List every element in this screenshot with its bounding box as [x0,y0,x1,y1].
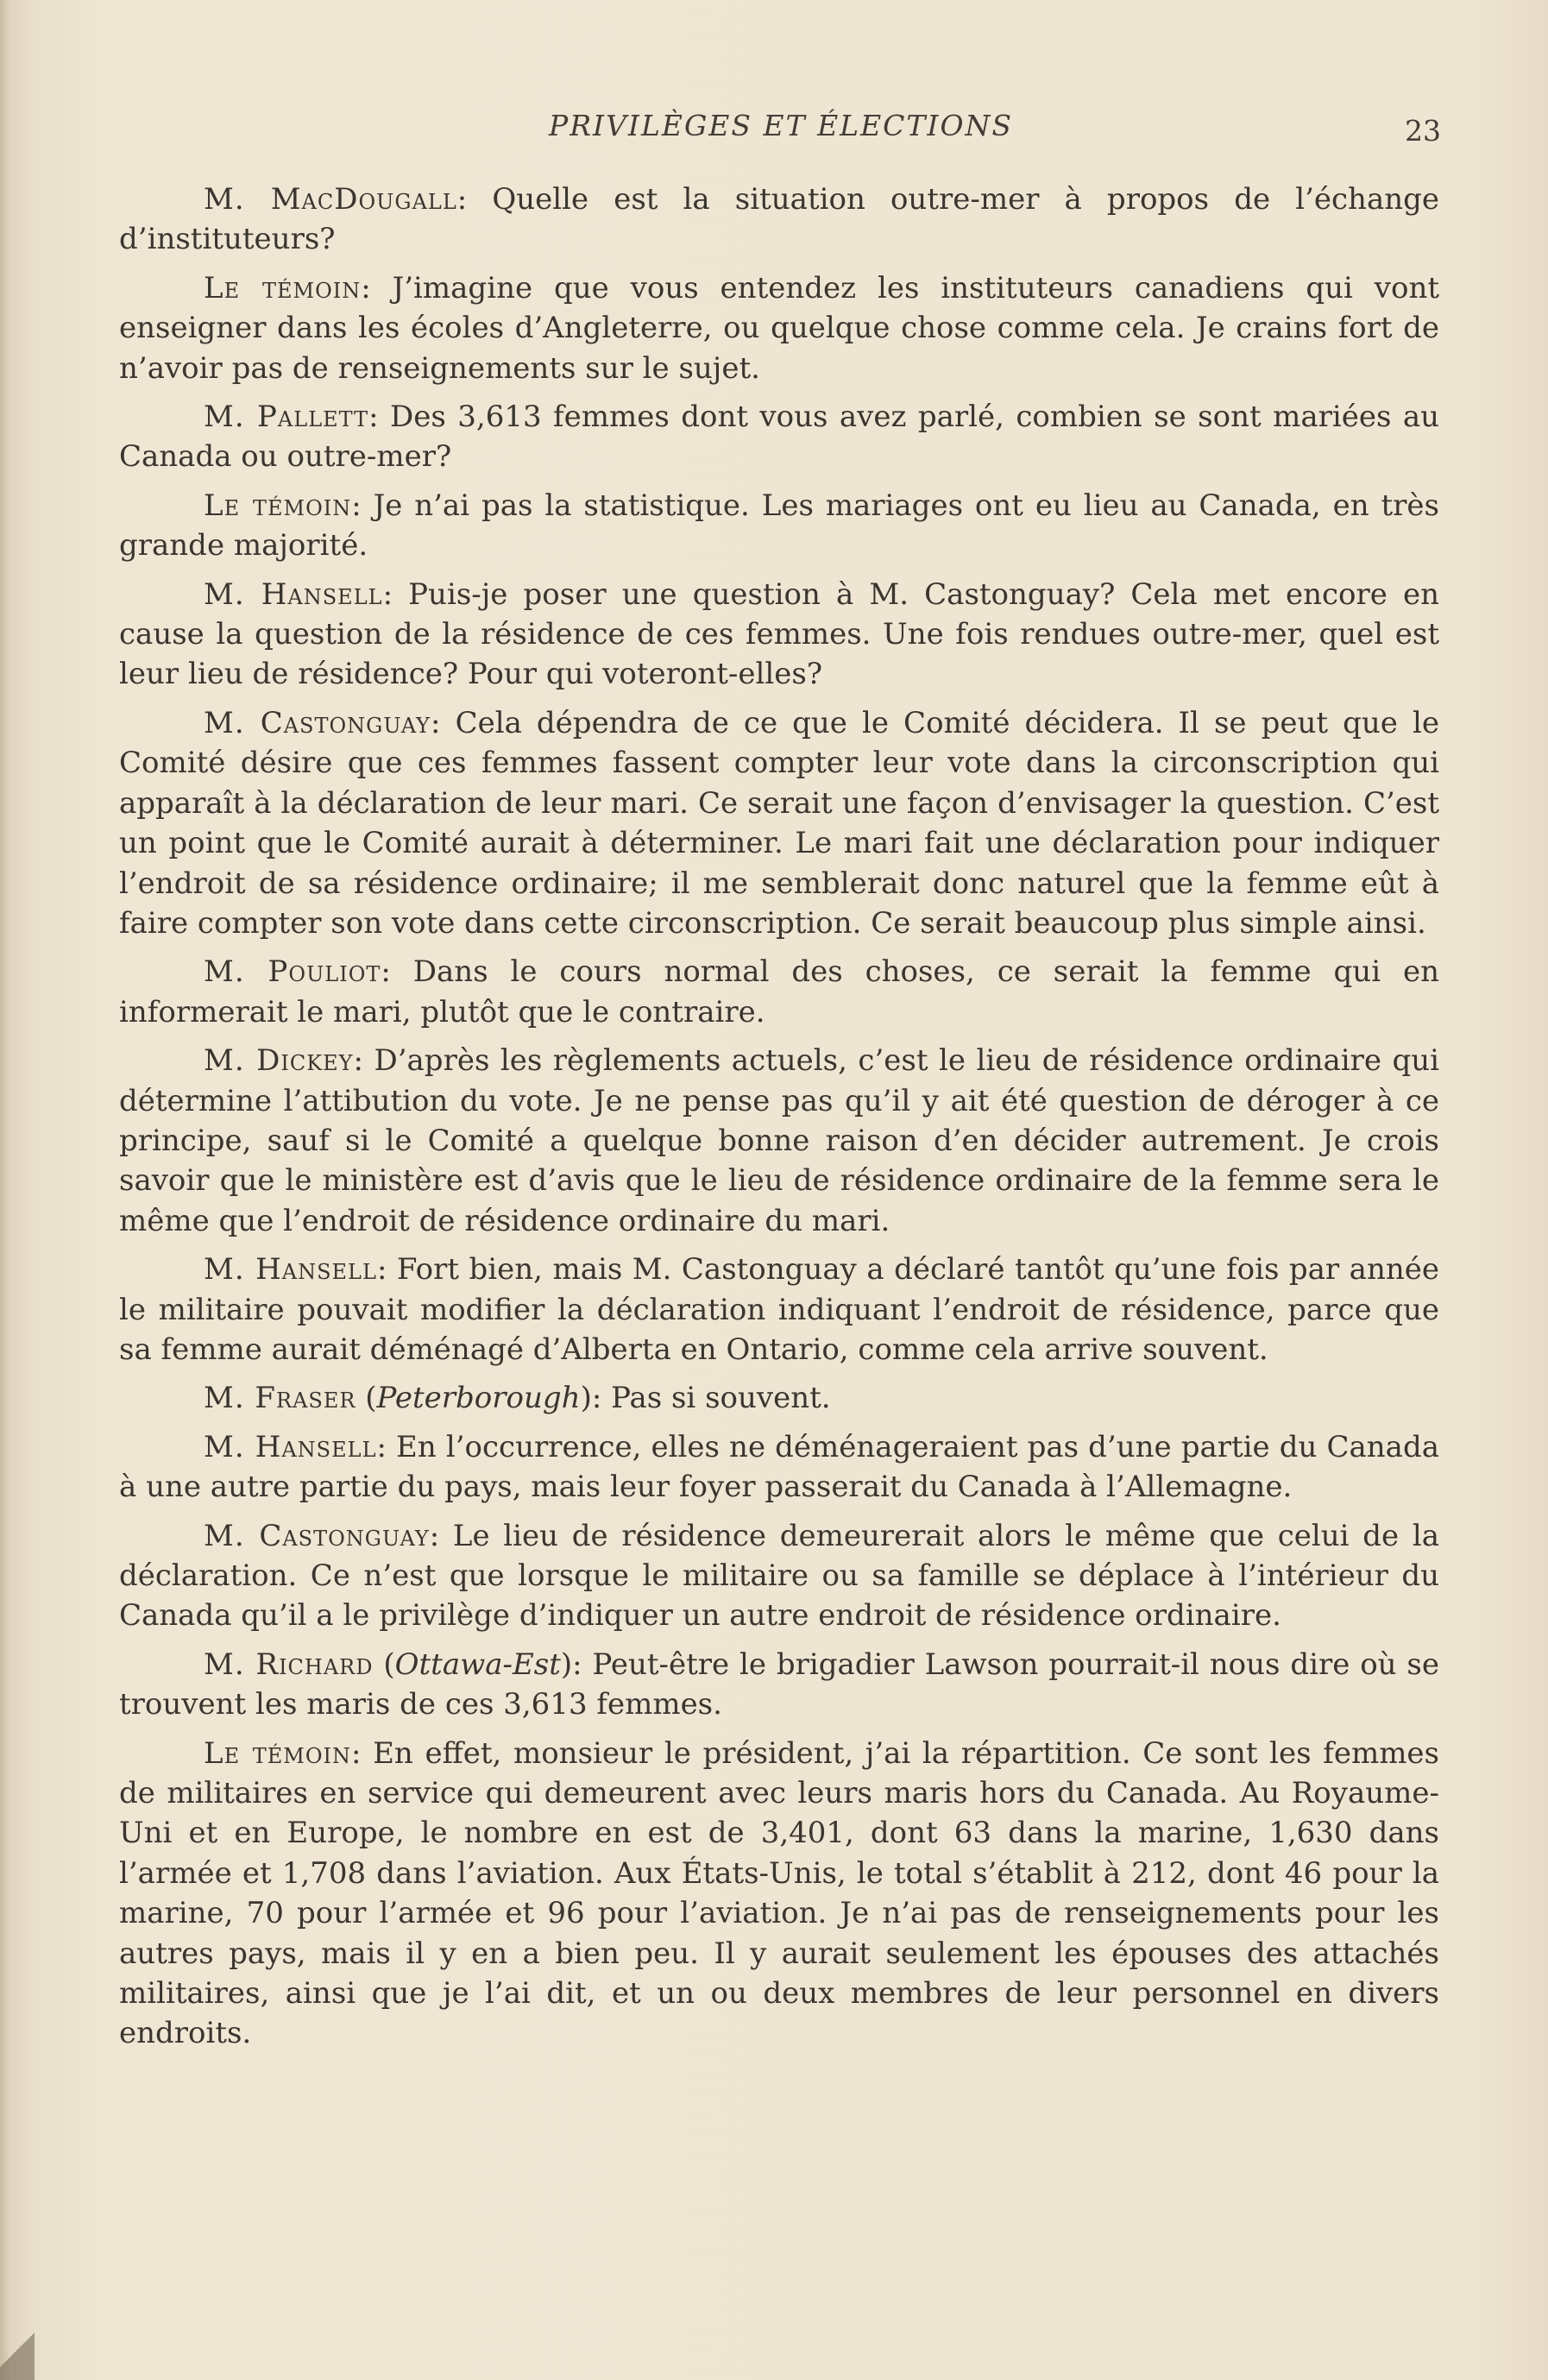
paragraph: M. Castonguay: Le lieu de résidence demeurerait alors le même que celui de la déclaration. Ce n’est que lorsque le militaire ou sa famille se déplace à l’intérieur du Canada qu’il a le privilège d’indiquer un autre endroit de résidence ordinaire. [119,1518,1440,1634]
paragraph-text: Je n’ai pas la statistique. Les mariages ont eu lieu au Canada, en très grande majorité. [119,488,1439,564]
paragraph: Le témoin: En effet, monsieur le président, j’ai la répartition. Ce sont les femmes de militaires en service qui demeurent avec leurs maris hors du Canada. Au Royaume-Uni et en Europe, le nombre en est de 3,401, dont 63 dans la marine, 1,630 dans l’armée et 1,708 dans l’aviation. Aux États-Unis, le total s’établit à 212, dont 46 pour la marine, 70 pour l’armée et 96 pour l’aviation. Je n’ai pas de renseignements pour les autres pays, mais il y en a bien peu. Il y aurait seulement les épouses des attachés militaires, ainsi que je l’ai dit, et un ou deux membres de leur personnel en divers endroits. [119,1735,1440,2051]
paragraph: M. Hansell: Fort bien, mais M. Castonguay a déclaré tantôt qu’une fois par année le militaire pouvait modifier la déclaration indiquant l’endroit de résidence, parce que sa femme aurait déménagé d’Alberta en Ontario, comme cela arrive souvent. [119,1252,1439,1367]
paragraph-text: Pas si souvent. [611,1381,831,1416]
speaker-name: M. Pouliot [204,954,381,990]
speaker-name: M. Hansell [204,1252,377,1288]
paragraph: M. MacDougall: Quelle est la situation outre-mer à propos de l’échange d’instituteurs? [119,182,1439,257]
paragraph-text: Cela dépendra de ce que le Comité décidera. Il se peut que le Comité désire que ces femmes fassent compter leur vote dans la circonscription qui apparaît à la déclaration de leur mari. Ce serait une façon d’envisager la question. C’est un point que le Comité aurait à déterminer. Le mari fait une déclaration pour indiquer l’endroit de sa résidence ordinaire; il me semblerait donc naturel que la femme eût à faire compter son vote dans cette circonscription. Ce serait beaucoup plus simple ainsi. [119,705,1439,941]
transcript-body [119,179,1439,2062]
speaker-name: M. Richard [204,1646,374,1682]
paragraph-text: Le lieu de résidence demeurerait alors le même que celui de la déclaration. Ce n’est que lorsque le militaire ou sa famille se déplace à l’intérieur du Canada qu’il a le privilège d’indiquer un autre endroit de résidence ordinaire. [119,1518,1440,1634]
paragraph: M. Fraser (Peterborough): Pas si souvent. [204,1381,831,1416]
paragraph: Le témoin: Je n’ai pas la statistique. Les mariages ont eu lieu au Canada, en très grande majorité. [119,488,1439,564]
speaker-riding: Ottawa-Est [394,1646,561,1682]
paragraph: M. Dickey: D’après les règlements actuels, c’est le lieu de résidence ordinaire qui détermine l’attibution du vote. Je ne pense pas qu’il y ait été question de déroger à ce principe, sauf si le Comité a quelque bonne raison d’en décider autrement. Je crois savoir que le ministère est d’avis que le lieu de résidence ordinaire de la femme sera le même que l’endroit de résidence ordinaire du mari. [119,1043,1440,1238]
page-corner-shadow [0,2320,35,2380]
paragraph-text: Peut-être le brigadier Lawson pourrait-il nous dire où se trouvent les maris de ces 3,613 femmes. [119,1646,1440,1722]
paragraph-text: En l’occurrence, elles ne déménageraient pas d’une partie du Canada à une autre partie du pays, mais leur foyer passerait du Canada à l’Allemagne. [119,1429,1439,1505]
paragraph-text: D’après les règlements actuels, c’est le lieu de résidence ordinaire qui détermine l’attibution du vote. Je ne pense pas qu’il y ait été question de déroger à ce principe, sauf si le Comité a quelque bonne raison d’en décider autrement. Je crois savoir que le ministère est d’avis que le lieu de résidence ordinaire de la femme sera le même que l’endroit de résidence ordinaire du mari. [119,1043,1440,1238]
page-binding-edge [0,0,12,2380]
paragraph: M. Pallett: Des 3,613 femmes dont vous avez parlé, combien se sont mariées au Canada ou outre-mer? [119,400,1440,475]
speaker-name: M. Castonguay [204,1518,430,1553]
paragraph: M. Hansell: Puis-je poser une question à M. Castonguay? Cela met encore en cause la question de la résidence de ces femmes. Une fois rendues outre-mer, quel est leur lieu de résidence? Pour qui voteront-elles? [119,576,1440,692]
paragraph-text: En effet, monsieur le président, j’ai la répartition. Ce sont les femmes de militaires en service qui demeurent avec leurs maris hors du Canada. Au Royaume-Uni et en Europe, le nombre en est de 3,401, dont 63 dans la marine, 1,630 dans l’armée et 1,708 dans l’aviation. Aux États-Unis, le total s’établit à 212, dont 46 pour la marine, 70 pour l’armée et 96 pour l’aviation. Je n’ai pas de renseignements pour les autres pays, mais il y en a bien peu. Il y aurait seulement les épouses des attachés militaires, ainsi que je l’ai dit, et un ou deux membres de leur personnel en divers endroits. [119,1735,1440,2051]
speaker-name: M. Hansell [204,576,383,612]
paragraph-text: Dans le cours normal des choses, ce serait la femme qui en informerait le mari, plutôt que le contraire. [119,954,1439,1029]
speaker-name: M. Dickey [204,1043,354,1079]
paragraph: M. Pouliot: Dans le cours normal des choses, ce serait la femme qui en informerait le mari, plutôt que le contraire. [119,954,1439,1029]
paragraph: Le témoin: J’imagine que vous entendez les instituteurs canadiens qui vont enseigner dans les écoles d’Angleterre, ou quelque chose comme cela. Je crains fort de n’avoir pas de renseignements sur le sujet. [119,270,1440,386]
running-title: PRIVILÈGES ET ÉLECTIONS [548,109,1014,142]
paragraph: M. Richard (Ottawa-Est): Peut-être le brigadier Lawson pourrait-il nous dire où se trouvent les maris de ces 3,613 femmes. [119,1646,1440,1722]
paragraph-text: J’imagine que vous entendez les instituteurs canadiens qui vont enseigner dans les écoles d’Angleterre, ou quelque chose comme cela. Je crains fort de n’avoir pas de renseignements sur le sujet. [119,270,1440,386]
speaker-riding: Peterborough [376,1381,581,1416]
speaker-name: Le témoin [204,270,362,305]
speaker-name: M. Hansell [204,1429,377,1464]
speaker-name: M. MacDougall [204,182,457,217]
page-header [121,109,1441,161]
paragraph-text: Fort bien, mais M. Castonguay a déclaré tantôt qu’une fois par année le militaire pouvait modifier la déclaration indiquant l’endroit de résidence, parce que sa femme aurait déménagé d’Alberta en Ontario, comme cela arrive souvent. [119,1252,1439,1367]
paragraph-text: Quelle est la situation outre-mer à propos de l’échange d’instituteurs? [119,182,1439,257]
paragraph: M. Castonguay: Cela dépendra de ce que le Comité décidera. Il se peut que le Comité désire que ces femmes fassent compter leur vote dans la circonscription qui apparaît à la déclaration de leur mari. Ce serait une façon d’envisager la question. C’est un point que le Comité aurait à déterminer. Le mari fait une déclaration pour indiquer l’endroit de sa résidence ordinaire; il me semblerait donc naturel que la femme eût à faire compter son vote dans cette circonscription. Ce serait beaucoup plus simple ainsi. [119,705,1439,941]
paragraph-text: Puis-je poser une question à M. Castonguay? Cela met encore en cause la question de la résidence de ces femmes. Une fois rendues outre-mer, quel est leur lieu de résidence? Pour qui voteront-elles? [119,576,1440,692]
speaker-name: Le témoin [204,1735,351,1771]
speaker-name: M. Castonguay [204,705,431,740]
page-number: 23 [1405,114,1441,148]
speaker-name: Le témoin [204,488,352,523]
speaker-name: M. Fraser [204,1381,356,1416]
paragraph-text: Des 3,613 femmes dont vous avez parlé, combien se sont mariées au Canada ou outre-mer? [119,400,1440,475]
speaker-name: M. Pallett [204,400,369,435]
paragraph: M. Hansell: En l’occurrence, elles ne déménageraient pas d’une partie du Canada à une autre partie du pays, mais leur foyer passerait du Canada à l’Allemagne. [119,1429,1439,1505]
